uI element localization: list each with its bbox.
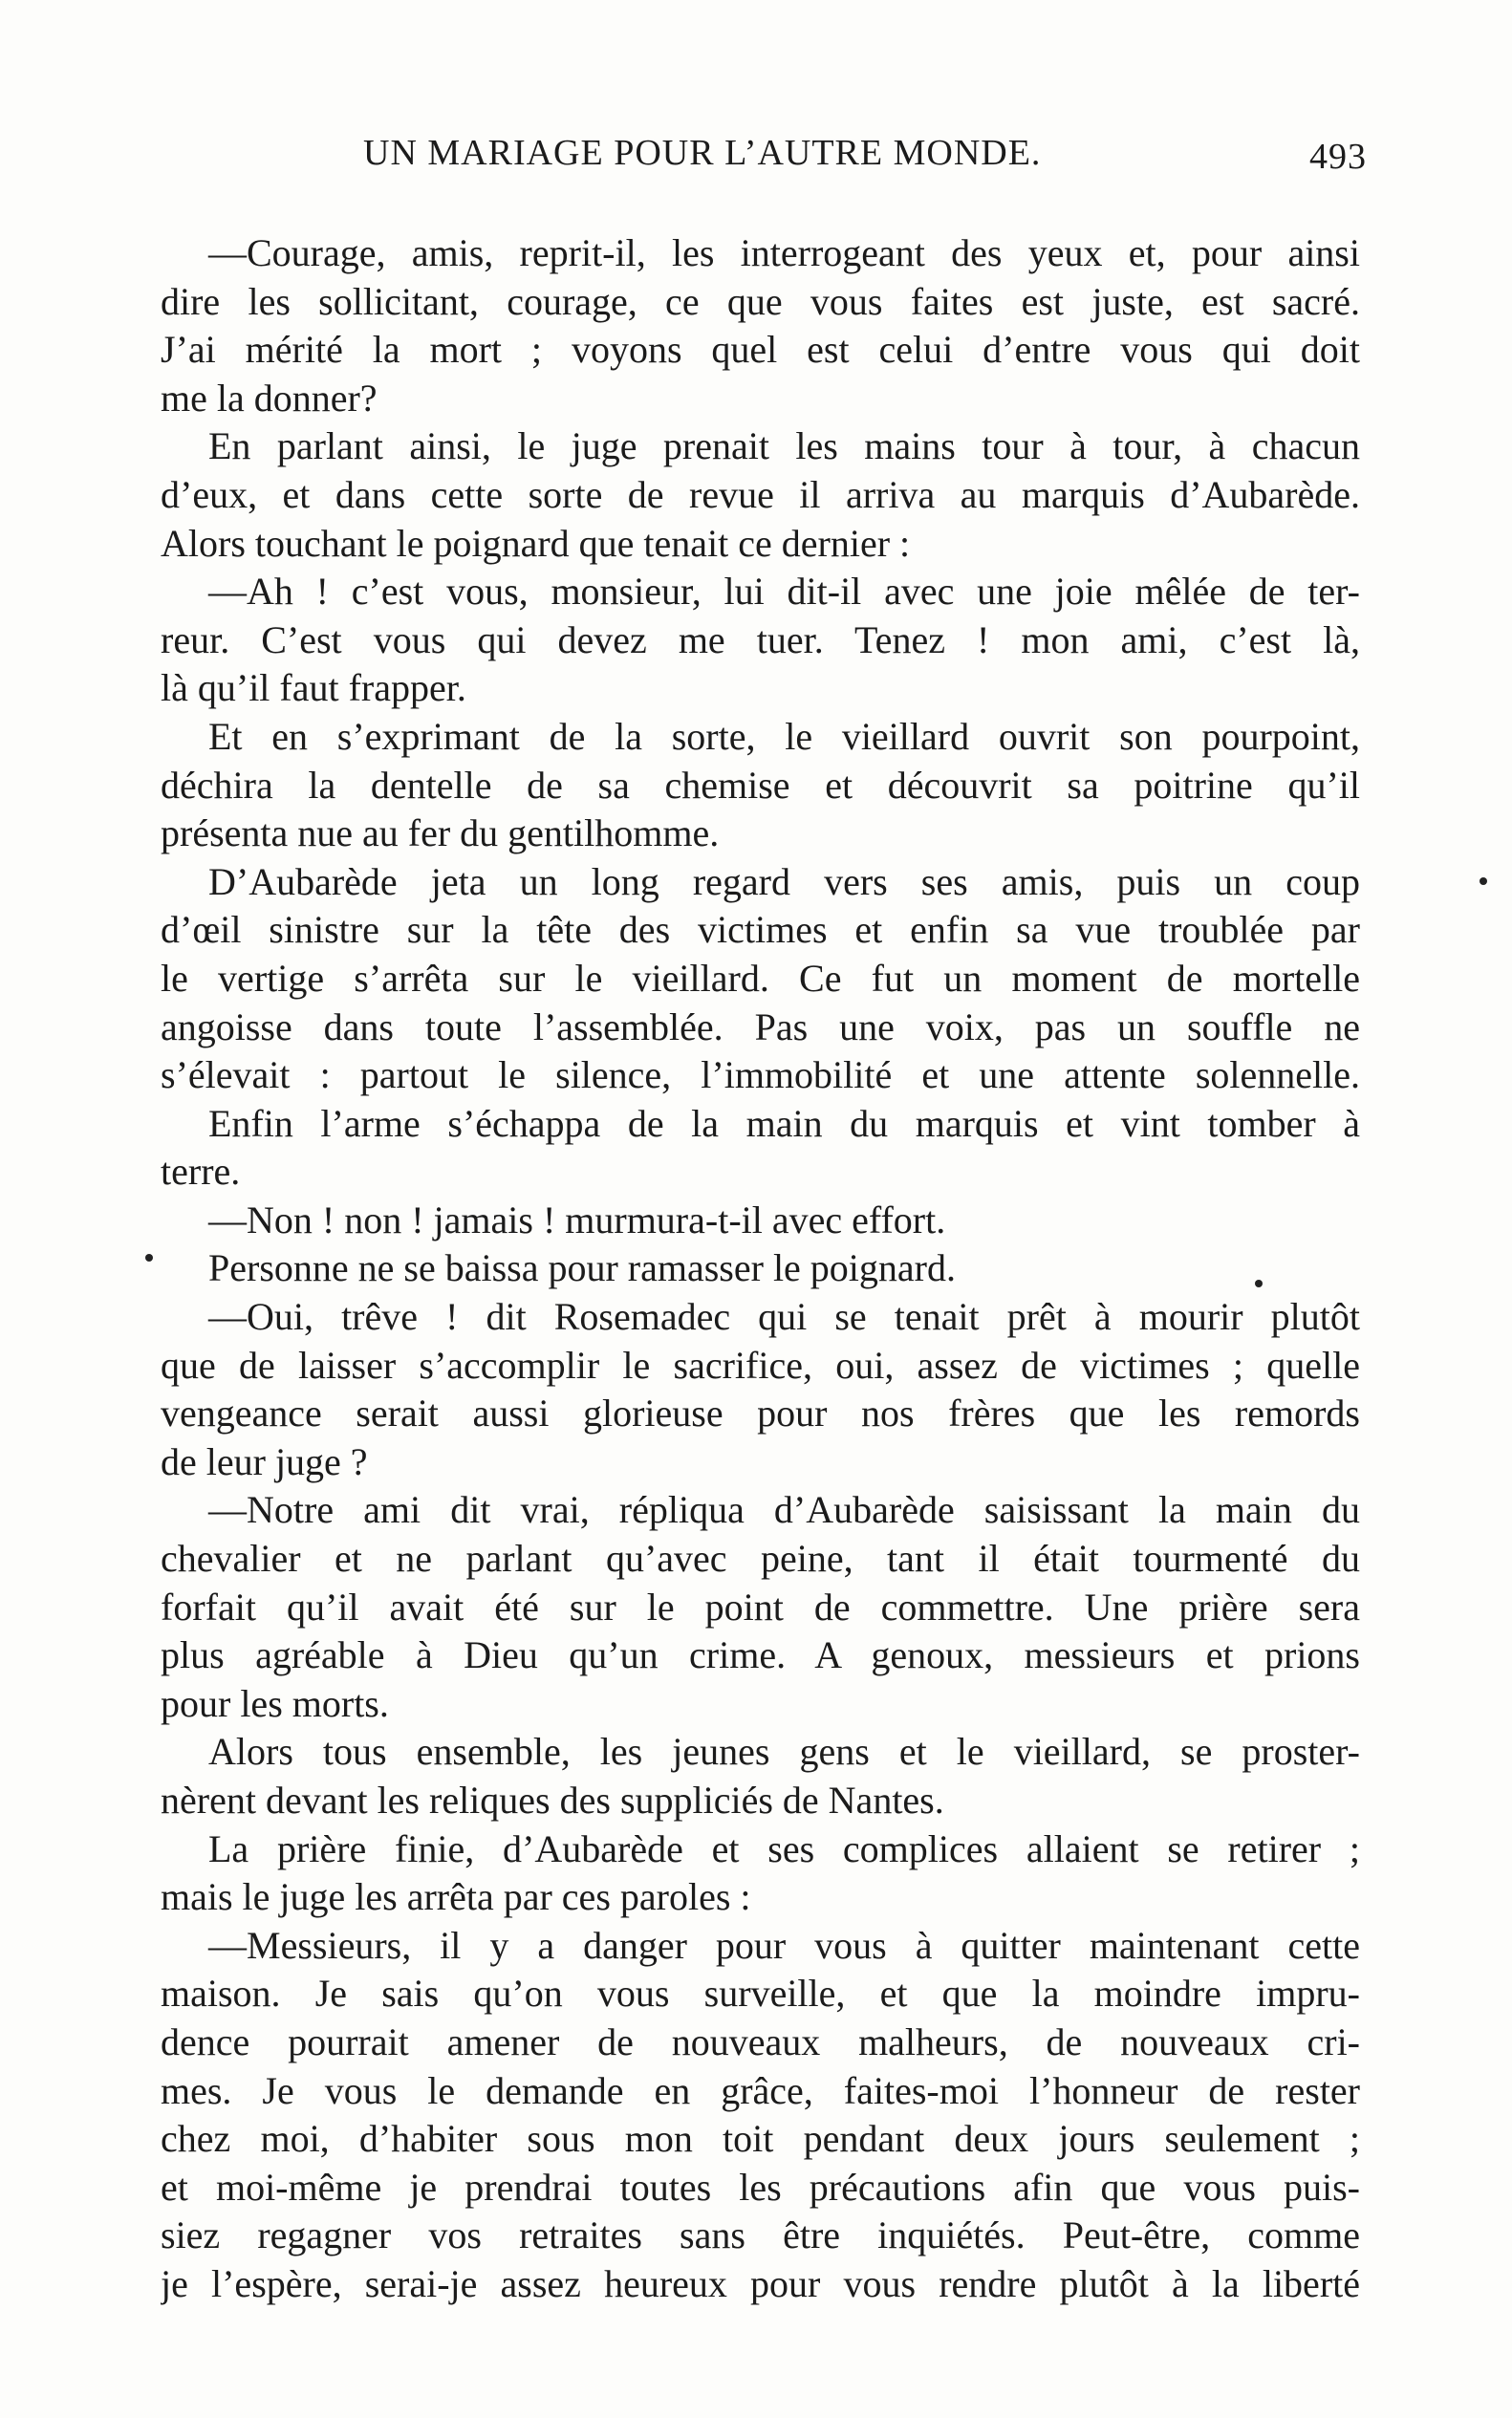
print-speck [145, 1254, 153, 1262]
text-line: En parlant ainsi, le juge prenait les mains tour à tour, à chacun [208, 424, 1360, 468]
text-line: reur. C’est vous qui devez me tuer. Tenez ! mon ami, c’est là, [161, 617, 1360, 661]
text-line: et moi-même je prendrai toutes les précautions afin que vous puis- [161, 2165, 1360, 2209]
text-line: D’Aubarède jeta un long regard vers ses amis, puis un coup [208, 859, 1360, 903]
text-line: —Ah ! c’est vous, monsieur, lui dit-il avec une joie mêlée de ter- [208, 570, 1360, 614]
text-line: vengeance serait aussi glorieuse pour nos frères que les remords [161, 1392, 1360, 1436]
text-line: Alors tous ensemble, les jeunes gens et le vieillard, se proster- [208, 1730, 1360, 1774]
text-line: dire les sollicitant, courage, ce que vous faites est juste, est sacré. [161, 279, 1360, 323]
body-text [161, 229, 1360, 2313]
text-line: forfait qu’il avait été sur le point de commettre. Une prière sera [161, 1585, 1360, 1629]
text-line: plus agréable à Dieu qu’un crime. A genoux, messieurs et prions [161, 1633, 1360, 1677]
text-line: pour les morts. [161, 1681, 389, 1725]
text-line: d’œil sinistre sur la tête des victimes et enfin sa vue troublée par [161, 908, 1360, 952]
text-line: déchira la dentelle de sa chemise et découvrit sa poitrine qu’il [161, 763, 1360, 807]
text-line: Enfin l’arme s’échappa de la main du marquis et vint tomber à [208, 1101, 1360, 1145]
text-line: —Non ! non ! jamais ! murmura-t-il avec effort. [208, 1198, 946, 1241]
text-line: Et en s’exprimant de la sorte, le vieillard ouvrit son pourpoint, [208, 714, 1360, 758]
text-line: dence pourrait amener de nouveaux malheurs, de nouveaux cri- [161, 2019, 1360, 2063]
print-speck [1480, 877, 1487, 885]
text-line: Alors touchant le poignard que tenait ce dernier : [161, 521, 911, 565]
text-line: La prière finie, d’Aubarède et ses complices allaient se retirer ; [208, 1826, 1360, 1870]
text-line: J’ai mérité la mort ; voyons quel est celui d’entre vous qui doit [161, 328, 1360, 372]
text-line: maison. Je sais qu’on vous surveille, et que la moindre impru- [161, 1972, 1360, 2016]
running-header [363, 132, 1367, 189]
text-line: nèrent devant les reliques des suppliciés de Nantes. [161, 1779, 944, 1822]
text-line: là qu’il faut frapper. [161, 666, 466, 710]
text-line: —Notre ami dit vrai, répliqua d’Aubarède saisissant la main du [208, 1488, 1360, 1532]
text-line: le vertige s’arrêta sur le vieillard. Ce fut un moment de mortelle [161, 956, 1360, 1000]
text-line: me la donner? [161, 376, 378, 420]
text-line: —Courage, amis, reprit-il, les interrogeant des yeux et, pour ainsi [208, 231, 1360, 274]
text-line: terre. [161, 1150, 241, 1194]
print-speck [1255, 1280, 1263, 1287]
text-line: mes. Je vous le demande en grâce, faites-moi l’honneur de rester [161, 2068, 1360, 2112]
text-line: —Messieurs, il y a danger pour vous à quitter maintenant cette [208, 1923, 1360, 1967]
text-line: siez regagner vos retraites sans être inquiétés. Peut-être, comme [161, 2213, 1360, 2257]
running-title: UN MARIAGE POUR L’AUTRE MONDE. [363, 133, 1042, 173]
text-line: Personne ne se baissa pour ramasser le poignard. [208, 1246, 956, 1290]
text-line: chevalier et ne parlant qu’avec peine, tant il était tourmenté du [161, 1537, 1360, 1581]
text-line: mais le juge les arrêta par ces paroles : [161, 1875, 751, 1919]
text-line: d’eux, et dans cette sorte de revue il arriva au marquis d’Aubarède. [161, 472, 1360, 516]
text-line: chez moi, d’habiter sous mon toit pendant deux jours seulement ; [161, 2117, 1360, 2161]
text-line: de leur juge ? [161, 1439, 368, 1483]
text-line: angoisse dans toute l’assemblée. Pas une voix, pas un souffle ne [161, 1004, 1360, 1048]
text-line: que de laisser s’accomplir le sacrifice, oui, assez de victimes ; quelle [161, 1343, 1360, 1387]
text-line: présenta nue au fer du gentilhomme. [161, 811, 720, 855]
page-number: 493 [1309, 137, 1367, 177]
text-line: —Oui, trêve ! dit Rosemadec qui se tenait prêt à mourir plutôt [208, 1295, 1360, 1339]
text-line: je l’espère, serai-je assez heureux pour vous rendre plutôt à la liberté [161, 2261, 1360, 2305]
text-line: s’élevait : partout le silence, l’immobilité et une attente solennelle. [161, 1053, 1360, 1097]
